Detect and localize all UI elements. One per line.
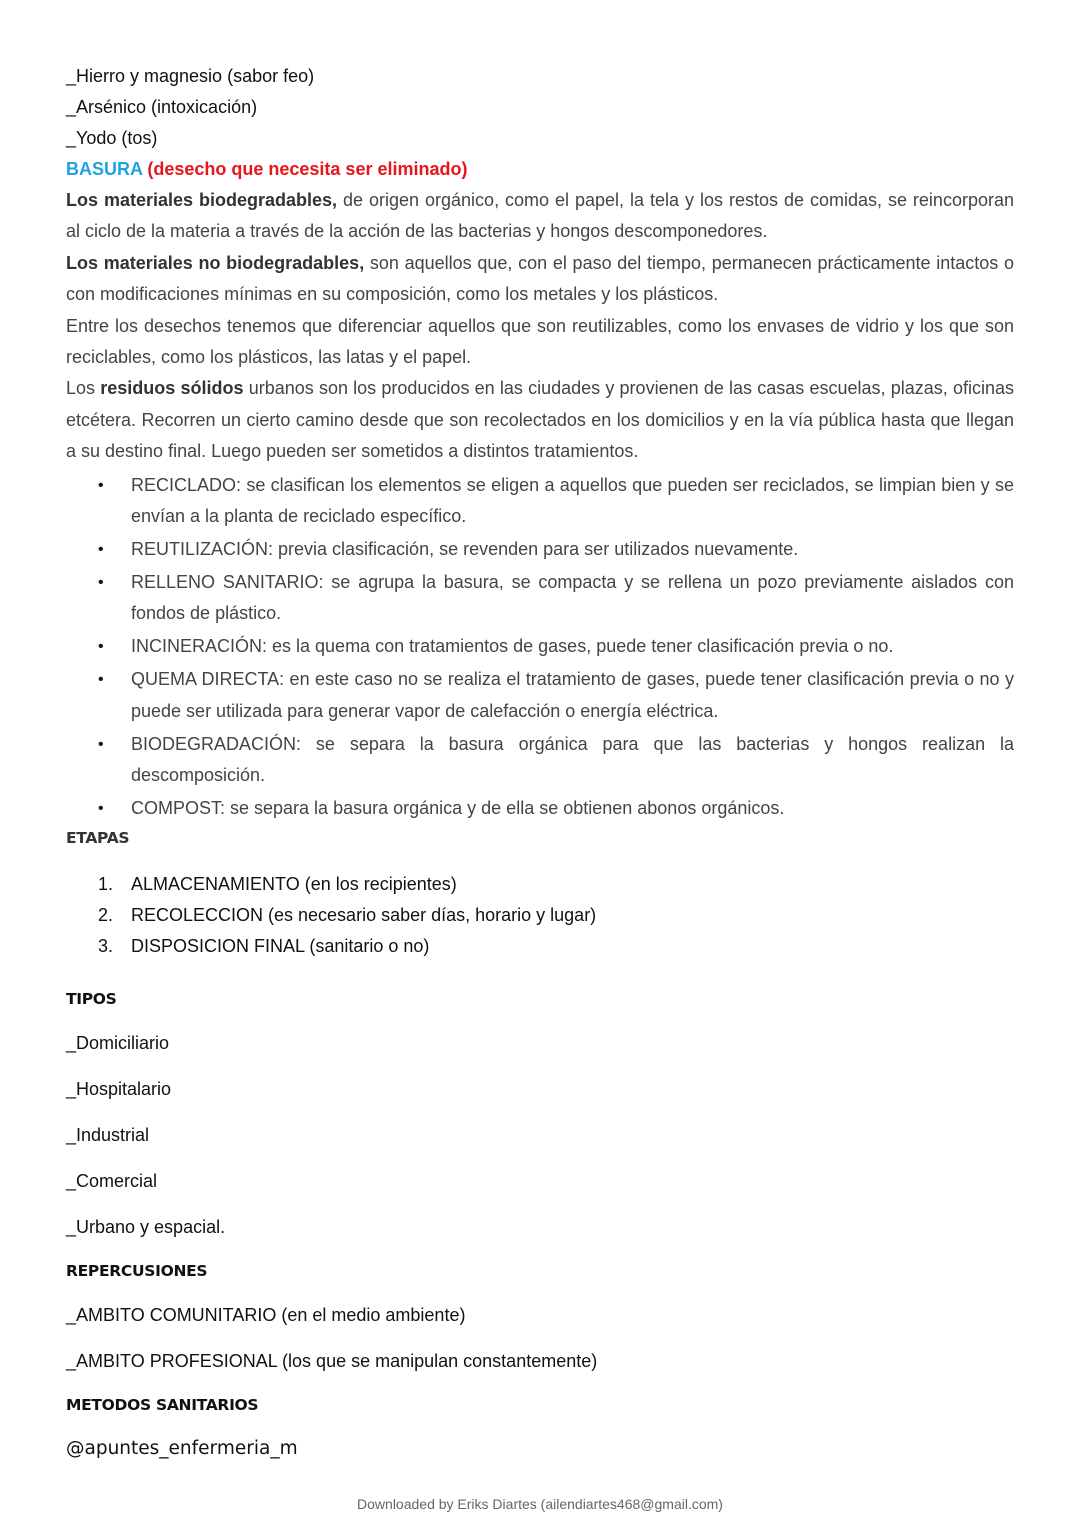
intro-line: _Arsénico (intoxicación)	[66, 97, 258, 117]
etapas-list	[66, 869, 1014, 962]
bullet-dot: •	[98, 476, 104, 494]
tipo-item: _Comercial	[66, 1170, 158, 1191]
tipo-item: _Hospitalario	[66, 1078, 172, 1099]
tipo-item: _Urbano y espacial.	[66, 1216, 226, 1237]
bullet-dot: •	[98, 541, 104, 559]
list-item	[66, 729, 1014, 792]
list-item	[66, 567, 1014, 630]
paragraph-no-biodegradables	[66, 248, 1014, 311]
repercusion-item: _AMBITO PROFESIONAL (los que se manipulan constantemente)	[66, 1350, 598, 1371]
paragraph-reutilizables: Entre los desechos tenemos que diferenciar aquellos que son reutilizables, como los envases de vidrio y los que son reciclables, como los plásticos, las latas y el papel.	[66, 315, 1014, 368]
list-item-text: RECICLADO: se clasifican los elementos se eligen a aquellos que pueden ser reciclados, se limpian bien y se envían a la planta de reciclado específico.	[131, 474, 1014, 527]
basura-subtitle: (desecho que necesita ser eliminado)	[147, 159, 468, 179]
list-item	[66, 931, 1014, 962]
list-item	[66, 664, 1014, 727]
item-number: 2.	[98, 904, 114, 925]
list-item-text: ALMACENAMIENTO (en los recipientes)	[131, 873, 457, 894]
etapas-heading: ETAPAS	[66, 828, 130, 847]
bullet-dot: •	[98, 800, 104, 818]
list-item-text: RELLENO SANITARIO: se agrupa la basura, se compacta y se rellena un pozo previamente aislados con fondos de plástico.	[131, 572, 1014, 624]
tipo-item: _Domiciliario	[66, 1032, 170, 1053]
paragraph-bold: Los materiales no biodegradables,	[66, 252, 365, 273]
basura-keyword: BASURA	[66, 159, 143, 179]
list-item-text: DISPOSICION FINAL (sanitario o no)	[131, 935, 430, 956]
intro-line: _Yodo (tos)	[66, 128, 158, 148]
paragraph-bold: Los materiales biodegradables,	[66, 190, 338, 210]
paragraph-biodegradables	[66, 185, 1014, 248]
list-item-text: BIODEGRADACIÓN: se separa la basura orgánica para que las bacterias y hongos realizan la descomposición.	[131, 733, 1014, 786]
treatments-list	[66, 470, 1014, 825]
paragraph-bold: residuos sólidos	[100, 378, 244, 399]
tipo-item: _Industrial	[66, 1124, 150, 1145]
list-item	[66, 900, 1014, 931]
paragraph-text: Los	[66, 378, 101, 399]
list-item-text: QUEMA DIRECTA: en este caso no se realiza el tratamiento de gases, puede tener clasificación previa o no y puede ser utilizada para generar vapor de calefacción o energía eléctrica.	[131, 669, 1014, 721]
page-content	[66, 61, 1014, 1459]
list-item	[66, 869, 1014, 900]
paragraph-text: urbanos son los producidos en las ciudades y provienen de las casas escuelas, plazas, oficinas etcétera. Recorren un cierto camino desde que son recolectados en los domicilios y en la vía pública hasta que llegan a su destino final. Luego pueden ser sometidos a distintos tratamientos.	[66, 378, 1014, 462]
list-item	[66, 470, 1014, 533]
paragraph-text: son aquellos que, con el paso del tiempo, permanecen prácticamente intactos o con modificaciones mínimas en su composición, como los metales y los plásticos.	[66, 252, 1015, 305]
list-item-text: INCINERACIÓN: es la quema con tratamientos de gases, puede tener clasificación previa o no.	[131, 636, 894, 657]
repercusiones-heading: REPERCUSIONES	[66, 1261, 208, 1280]
repercusion-item: _AMBITO COMUNITARIO (en el medio ambiente)	[66, 1304, 466, 1325]
item-number: 1.	[98, 873, 114, 894]
item-number: 3.	[98, 935, 114, 956]
paragraph-text: de origen orgánico, como el papel, la tela y los restos de comidas, se reincorporan al ciclo de la materia a través de la acción de las bacterias y hongos descomponedores.	[66, 190, 1014, 242]
paragraph-residuos-solidos	[66, 373, 1014, 467]
list-item	[66, 793, 1014, 824]
tipos-heading: TIPOS	[66, 989, 117, 1008]
list-item	[66, 534, 1014, 565]
metodos-heading: METODOS SANITARIOS	[66, 1395, 259, 1414]
list-item-text: COMPOST: se separa la basura orgánica y de ella se obtienen abonos orgánicos.	[131, 798, 785, 819]
list-item	[66, 631, 1014, 662]
author-handle: @apuntes_enfermeria_m	[66, 1437, 298, 1459]
list-item-text: REUTILIZACIÓN: previa clasificación, se revenden para ser utilizados nuevamente.	[131, 539, 799, 560]
bullet-dot: •	[98, 638, 104, 656]
bullet-dot: •	[98, 671, 104, 689]
intro-line: _Hierro y magnesio (sabor feo)	[66, 66, 315, 86]
list-item-text: RECOLECCION (es necesario saber días, horario y lugar)	[131, 904, 597, 925]
bullet-dot: •	[98, 735, 104, 753]
download-footer: Downloaded by Eriks Diartes (ailendiartes468@gmail.com)	[357, 1496, 723, 1512]
basura-title	[66, 154, 1014, 185]
bullet-dot: •	[98, 574, 104, 592]
